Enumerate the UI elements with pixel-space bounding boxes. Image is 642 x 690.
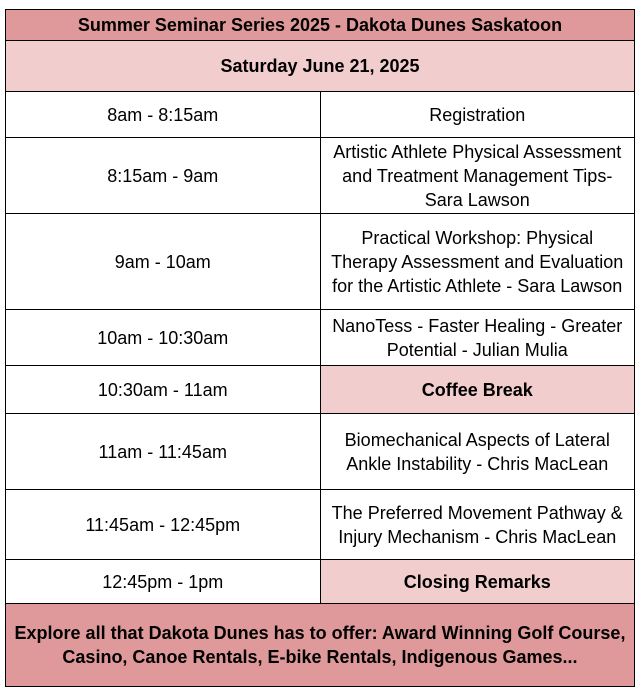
time-slot: 11:45am - 12:45pm [6,490,321,560]
footer-text: Explore all that Dakota Dunes has to offer: Award Winning Golf Course, Casino, Canoe Rentals, E-bike Rentals, Indigenous Games... [6,604,635,687]
schedule-row [6,490,635,560]
event-date: Saturday June 21, 2025 [6,41,635,92]
date-row [6,41,635,92]
schedule-row [6,560,635,604]
time-slot: 8am - 8:15am [6,92,321,138]
break-title: Coffee Break [320,366,635,414]
time-slot: 10am - 10:30am [6,310,321,366]
closing-title: Closing Remarks [320,560,635,604]
schedule-document [5,9,635,687]
schedule-row [6,414,635,490]
session-title: Biomechanical Aspects of Lateral Ankle Instability - Chris MacLean [320,414,635,490]
schedule-row [6,366,635,414]
title-row [6,10,635,41]
page-title: Summer Seminar Series 2025 - Dakota Dunes Saskatoon [6,10,635,41]
schedule-table [5,9,635,687]
session-title: NanoTess - Faster Healing - Greater Potential - Julian Mulia [320,310,635,366]
time-slot: 11am - 11:45am [6,414,321,490]
time-slot: 9am - 10am [6,214,321,310]
schedule-row [6,214,635,310]
schedule-row [6,138,635,214]
schedule-row [6,310,635,366]
footer-row [6,604,635,687]
time-slot: 12:45pm - 1pm [6,560,321,604]
session-title: Registration [320,92,635,138]
session-title: Artistic Athlete Physical Assessment and Treatment Management Tips- Sara Lawson [320,138,635,214]
schedule-row [6,92,635,138]
time-slot: 10:30am - 11am [6,366,321,414]
session-title: The Preferred Movement Pathway & Injury Mechanism - Chris MacLean [320,490,635,560]
time-slot: 8:15am - 9am [6,138,321,214]
session-title: Practical Workshop: Physical Therapy Assessment and Evaluation for the Artistic Athlete - Sara Lawson [320,214,635,310]
